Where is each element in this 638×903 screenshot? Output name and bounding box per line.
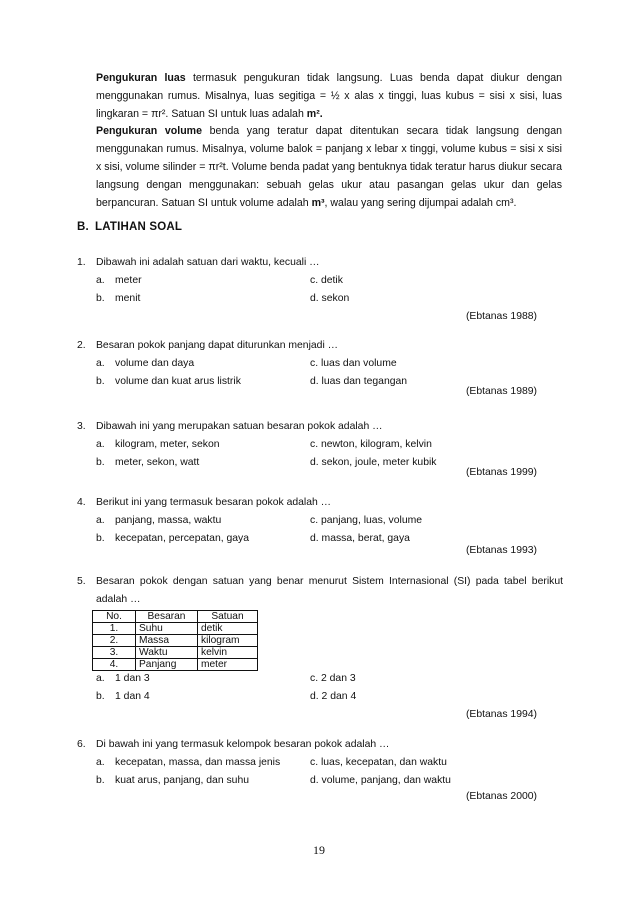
question-source: (Ebtanas 1993) xyxy=(465,545,537,556)
question-number: 2. xyxy=(77,340,86,351)
question-number: 3. xyxy=(77,421,86,432)
option-b: b. 1 dan 4 xyxy=(96,691,150,702)
table-header-row xyxy=(93,611,258,623)
option-d: d. 2 dan 4 xyxy=(310,691,357,702)
option-b: b. kuat arus, panjang, dan suhu xyxy=(96,775,250,786)
unit-volume: m³ xyxy=(311,196,325,209)
table-row: 4. Panjang meter xyxy=(93,659,258,671)
table-row: 3. Waktu kelvin xyxy=(93,647,258,659)
section-number: B. xyxy=(77,221,89,233)
option-d: d. massa, berat, gaya xyxy=(310,533,410,544)
option-c: c. luas dan volume xyxy=(310,358,397,369)
question-4 xyxy=(77,494,563,556)
option-a: a. panjang, massa, waktu xyxy=(96,515,222,526)
question-number: 4. xyxy=(77,497,86,508)
question-source: (Ebtanas 2000) xyxy=(465,791,537,802)
question-text: Dibawah ini yang merupakan satuan besaran pokok adalah … xyxy=(96,421,383,432)
question-text: Berikut ini yang termasuk besaran pokok adalah … xyxy=(96,497,332,508)
section-title xyxy=(77,221,182,233)
term-luas: Pengukuran luas xyxy=(96,72,186,84)
question-5-options xyxy=(77,670,563,720)
table-header: Satuan xyxy=(198,611,258,623)
question-source: (Ebtanas 1989) xyxy=(465,386,537,397)
option-a: a. kilogram, meter, sekon xyxy=(96,439,220,450)
question-source: (Ebtanas 1988) xyxy=(465,311,537,322)
option-c: c. panjang, luas, volume xyxy=(310,515,423,526)
intro-text xyxy=(96,70,562,212)
paragraph-area-text: termasuk pengukuran tidak langsung. Luas benda dapat diukur dengan menggunakan rumus. Misalnya, luas segitiga = ½ x alas x tinggi, luas kubus = sisi x sisi, luas lingkaran = πr². Satuan SI untuk luas adalah xyxy=(96,72,562,120)
question-5 xyxy=(77,573,563,609)
option-d: d. sekon, joule, meter kubik xyxy=(310,457,437,468)
table-row: 1. Suhu detik xyxy=(93,623,258,635)
option-a: a. kecepatan, massa, dan massa jenis xyxy=(96,757,281,768)
option-c: c. detik xyxy=(310,275,343,286)
question-text: Dibawah ini adalah satuan dari waktu, kecuali … xyxy=(96,257,320,268)
question-text: Di bawah ini yang termasuk kelompok besaran pokok adalah … xyxy=(96,739,390,750)
question-1 xyxy=(77,254,563,322)
option-d: d. volume, panjang, dan waktu xyxy=(310,775,451,786)
question-2 xyxy=(77,337,563,397)
paragraph-volume-tail: , walau yang sering dijumpai adalah cm³. xyxy=(324,196,517,209)
option-a: a. 1 dan 3 xyxy=(96,673,150,684)
table-header: Besaran xyxy=(136,611,198,623)
question-source: (Ebtanas 1999) xyxy=(465,467,537,478)
question-6 xyxy=(77,736,563,802)
option-a: a. meter xyxy=(96,275,142,286)
table-row: 2. Massa kilogram xyxy=(93,635,258,647)
option-a: a. volume dan daya xyxy=(96,358,195,369)
question-3 xyxy=(77,418,563,478)
paragraph-area xyxy=(96,70,562,123)
option-b: b. volume dan kuat arus listrik xyxy=(96,376,241,387)
option-b: b. meter, sekon, watt xyxy=(96,457,200,468)
units-table xyxy=(92,610,258,671)
question-text: Besaran pokok dengan satuan yang benar menurut Sistem Internasional (SI) pada tabel berikut adalah … xyxy=(96,576,563,605)
term-volume: Pengukuran volume xyxy=(96,125,202,138)
question-text: Besaran pokok panjang dapat diturunkan menjadi … xyxy=(96,340,339,351)
option-c: c. 2 dan 3 xyxy=(310,673,356,684)
question-number: 1. xyxy=(77,257,86,268)
option-d: d. luas dan tegangan xyxy=(310,376,408,387)
option-b: b. kecepatan, percepatan, gaya xyxy=(96,533,250,544)
option-d: d. sekon xyxy=(310,293,350,304)
option-c: c. luas, kecepatan, dan waktu xyxy=(310,757,447,768)
question-source: (Ebtanas 1994) xyxy=(465,709,537,720)
section-heading: LATIHAN SOAL xyxy=(95,221,183,233)
paragraph-volume-text: benda yang teratur dapat ditentukan secara tidak langsung dengan menggunakan rumus. Misalnya, volume balok = panjang x lebar x tinggi, volume kubus = sisi x sisi x sisi, volume silinder = πr²t. Volume benda padat yang bentuknya tidak teratur harus diukur secara langsung dengan menggunakan: sebuah gelas ukur atau pasangan gelas ukur dan gelas berpancuran. Satuan SI untuk volume adalah xyxy=(96,125,562,209)
option-b: b. menit xyxy=(96,293,141,304)
question-number: 6. xyxy=(77,739,86,750)
option-c: c. newton, kilogram, kelvin xyxy=(310,439,432,450)
question-number: 5. xyxy=(77,576,86,587)
table-header: No. xyxy=(93,611,136,623)
page-number: 19 xyxy=(313,843,325,857)
paragraph-volume xyxy=(96,123,562,212)
unit-area: m². xyxy=(306,107,323,120)
